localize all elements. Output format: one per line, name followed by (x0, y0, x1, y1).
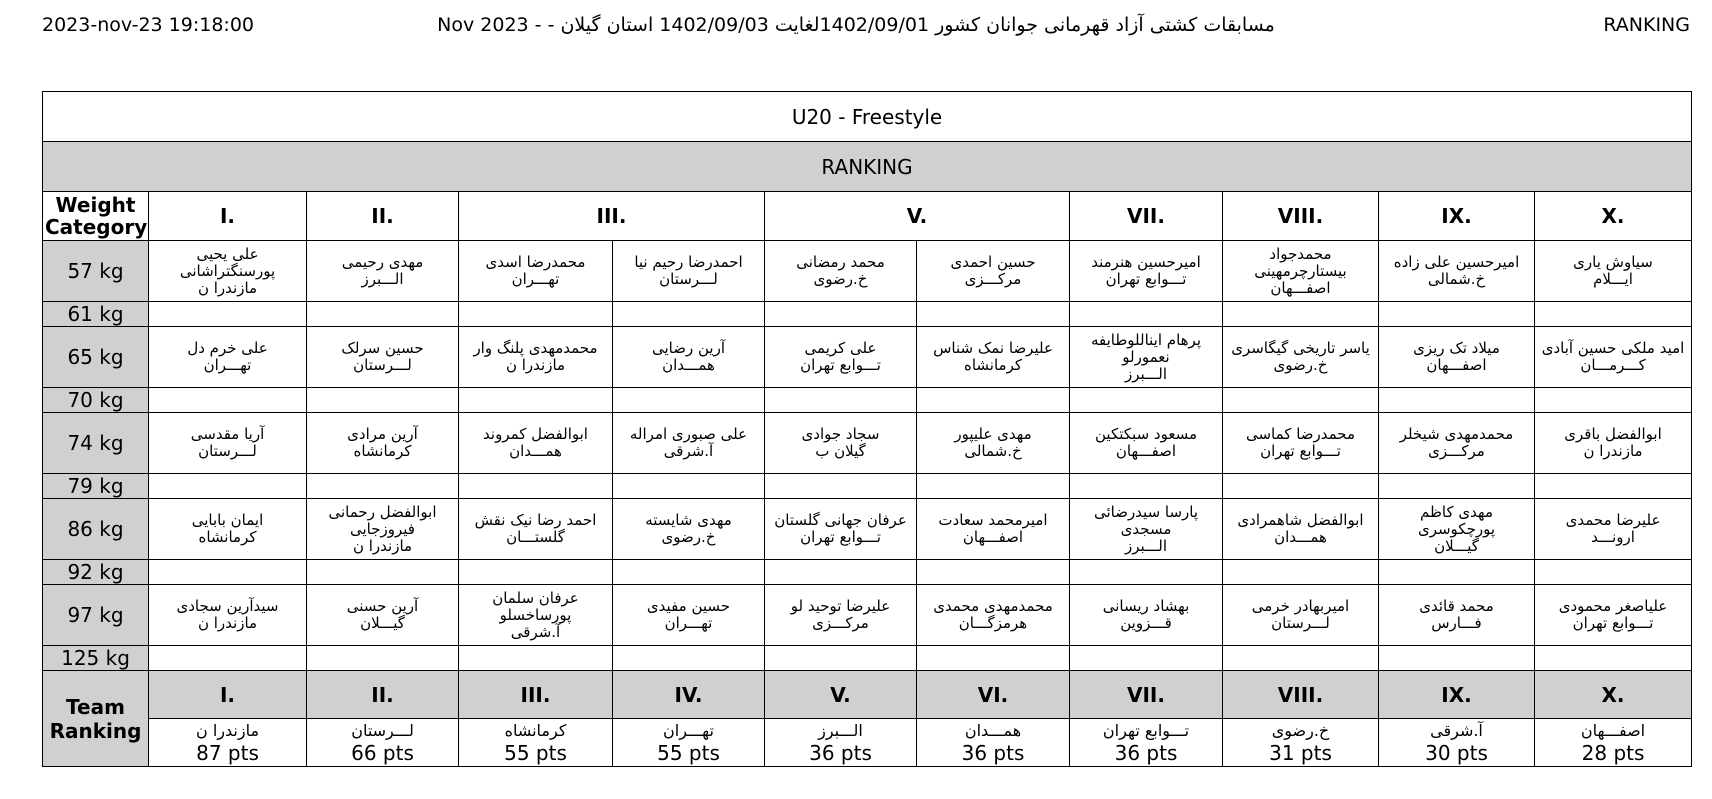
wrestler-name: سیدآرین سجادی (176, 597, 279, 615)
wrestler-club: لـــرستان (659, 270, 718, 288)
team-club: همـــدان (964, 720, 1022, 740)
team-points: 66 pts (351, 740, 414, 765)
wrestler-club: مازندرا ن (352, 536, 413, 555)
wrestler-club: هرمزگـــان (958, 614, 1028, 632)
team-club: تهـــران (663, 720, 714, 740)
wrestler-name: محمدمهدی محمدی (933, 597, 1053, 615)
wrestler-cell (613, 560, 765, 585)
wrestler-cell (1535, 474, 1692, 499)
wrestler-cell (149, 302, 307, 327)
wrestler-cell (613, 327, 765, 388)
weight-row (43, 560, 1692, 585)
wrestler-cell (765, 474, 917, 499)
wrestler-cell (613, 241, 765, 302)
team-points: 30 pts (1425, 740, 1488, 765)
team-club: خ.رضوی (1271, 720, 1330, 740)
wrestler-name: علیرضا محمدی (1565, 511, 1661, 529)
wrestler-name: سیاوش یاری (1573, 253, 1653, 271)
wrestler-cell (459, 241, 613, 302)
wrestler-club: قـــزوین (1120, 614, 1172, 632)
wrestler-name: احمدرضا رحیم نیا (634, 253, 743, 271)
team-cell (1379, 719, 1535, 767)
wrestler-name: علی یحیی پورسنگتراشانی (179, 244, 276, 280)
weight-label: 125 kg (43, 646, 149, 671)
wrestler-club: کرمانشاه (353, 442, 412, 460)
wrestler-cell (459, 646, 613, 671)
wrestler-club: خ.رضوی (661, 528, 716, 546)
wrestler-cell (765, 327, 917, 388)
wrestler-club: خ.رضوی (813, 270, 868, 288)
team-points: 36 pts (1114, 740, 1178, 765)
wrestler-club: خ.شمالی (964, 442, 1022, 460)
wrestler-club: کرمانشاه (963, 356, 1022, 374)
team-place-header: V. (765, 671, 917, 719)
wrestler-club: لـــرستان (198, 442, 257, 460)
wrestler-cell (917, 585, 1070, 646)
wrestler-name: آرین مرادی (347, 425, 418, 443)
wrestler-cell (1070, 327, 1223, 388)
wrestler-club: همـــدان (509, 442, 562, 460)
wrestler-name: محمدمهدی پلنگ وار (473, 339, 598, 357)
wrestler-cell (917, 241, 1070, 302)
wrestler-club: اصفـــهان (962, 528, 1024, 546)
wrestler-name: امیرحسین هنرمند (1091, 253, 1201, 271)
wrestler-name: امیربهادر خرمی (1251, 597, 1350, 615)
weight-row (43, 474, 1692, 499)
wrestler-club: ارونـــد (1591, 528, 1635, 546)
wrestler-cell (459, 560, 613, 585)
place-header: VIII. (1223, 192, 1379, 241)
team-place-header: II. (307, 671, 459, 719)
wrestler-name: میلاد تک ریزی (1413, 339, 1500, 357)
wrestler-cell (1223, 388, 1379, 413)
wrestler-cell (1223, 241, 1379, 302)
weight-label: 65 kg (43, 327, 149, 388)
weight-label: 86 kg (43, 499, 149, 560)
wrestler-cell (917, 413, 1070, 474)
wrestler-cell (1535, 302, 1692, 327)
wrestler-cell (1379, 302, 1535, 327)
wrestler-cell (307, 474, 459, 499)
wrestler-cell (1379, 499, 1535, 560)
wrestler-cell (1535, 413, 1692, 474)
wrestler-club: کرمانشاه (198, 528, 257, 546)
wrestler-club: تـــوابع تهران (1105, 270, 1187, 288)
wrestler-cell (459, 413, 613, 474)
wrestler-cell (459, 302, 613, 327)
wrestler-cell (1379, 646, 1535, 671)
wrestler-cell (1223, 302, 1379, 327)
wrestler-cell (149, 474, 307, 499)
wrestler-club: تهـــران (664, 614, 713, 632)
wrestler-cell (1070, 474, 1223, 499)
team-cell (765, 719, 917, 767)
wrestler-cell (307, 585, 459, 646)
wrestler-name: عرفان جهانی گلستان (774, 511, 907, 529)
team-cell (1223, 719, 1379, 767)
wrestler-cell (307, 499, 459, 560)
wrestler-name: محمد قائدی (1419, 597, 1494, 615)
wrestler-cell (1223, 646, 1379, 671)
wrestler-club: گیـــلان (1434, 536, 1479, 555)
team-place-header: III. (459, 671, 613, 719)
wrestler-cell (1379, 327, 1535, 388)
weight-category-header: Weight Category (43, 192, 149, 241)
team-points: 55 pts (657, 740, 720, 765)
wrestler-club: آ.شرقی (510, 622, 561, 641)
wrestler-cell (459, 474, 613, 499)
wrestler-name: مهدی علیپور (954, 425, 1032, 443)
team-points: 28 pts (1581, 740, 1645, 765)
wrestler-name: ابوالفضل شاهمرادی (1237, 511, 1364, 529)
wrestler-name: امیرحسین علی زاده (1393, 253, 1520, 271)
wrestler-cell (307, 560, 459, 585)
wrestler-name: محمدجواد بیستارچرمهینی (1254, 244, 1347, 280)
wrestler-club: اصفـــهان (1426, 356, 1487, 374)
wrestler-cell (1223, 413, 1379, 474)
place-header-row (43, 192, 1692, 241)
wrestler-cell (613, 302, 765, 327)
wrestler-cell (1070, 585, 1223, 646)
wrestler-club: مرکـــزی (1428, 442, 1485, 460)
wrestler-name: علی صبوری امراله (629, 425, 748, 443)
wrestler-cell (149, 585, 307, 646)
team-points: 36 pts (961, 740, 1025, 765)
wrestler-club: فـــارس (1431, 614, 1482, 632)
wrestler-cell (1070, 646, 1223, 671)
wrestler-name: ابوالفضل کمروند (483, 425, 588, 443)
wrestler-club: همـــدان (1274, 528, 1327, 546)
wrestler-cell (307, 388, 459, 413)
wrestler-name: یاسر تاریخی گیگاسری (1231, 339, 1370, 357)
wrestler-cell (1223, 499, 1379, 560)
team-points: 36 pts (809, 740, 872, 765)
team-cell (613, 719, 765, 767)
weight-row (43, 241, 1692, 302)
wrestler-cell (1535, 560, 1692, 585)
wrestler-name: پارسا سیدرضائی مسجدی (1093, 502, 1199, 538)
wrestler-cell (613, 388, 765, 413)
team-place-header: VI. (917, 671, 1070, 719)
weight-row (43, 388, 1692, 413)
team-cell (1070, 719, 1223, 767)
wrestler-name: مهدی شایسته (645, 511, 732, 529)
wrestler-name: ایمان بابایی (191, 511, 264, 529)
wrestler-cell (1070, 241, 1223, 302)
wrestler-name: مهدی رحیمی (341, 253, 424, 271)
wrestler-cell (765, 388, 917, 413)
ranking-table (42, 91, 1692, 767)
wrestler-club: مازندرا ن (197, 278, 258, 297)
team-cell (459, 719, 613, 767)
wrestler-name: مسعود سبکتکین (1095, 425, 1197, 443)
wrestler-cell (613, 646, 765, 671)
wrestler-name: حسین مفیدی (646, 597, 731, 615)
wrestler-cell (149, 646, 307, 671)
wrestler-cell (765, 302, 917, 327)
team-place-header: VII. (1070, 671, 1223, 719)
wrestler-cell (613, 413, 765, 474)
weight-row (43, 327, 1692, 388)
wrestler-cell (613, 474, 765, 499)
wrestler-club: مرکـــزی (812, 614, 869, 632)
weight-label: 97 kg (43, 585, 149, 646)
wrestler-club: خ.رضوی (1273, 356, 1328, 374)
wrestler-cell (765, 646, 917, 671)
wrestler-name: ابوالفضل باقری (1564, 425, 1662, 443)
wrestler-cell (917, 327, 1070, 388)
wrestler-club: لـــرستان (1271, 614, 1330, 632)
wrestler-club: تـــوابع تهران (800, 356, 881, 374)
wrestler-cell (1535, 585, 1692, 646)
wrestler-cell (149, 560, 307, 585)
wrestler-cell (149, 499, 307, 560)
wrestler-name: آرین حسنی (346, 597, 419, 615)
team-points: 87 pts (196, 740, 259, 765)
wrestler-club: تهـــران (203, 356, 252, 374)
wrestler-cell (917, 646, 1070, 671)
wrestler-cell (765, 499, 917, 560)
weight-row (43, 499, 1692, 560)
team-place-header: X. (1535, 671, 1692, 719)
weight-row (43, 302, 1692, 327)
table-subtitle: RANKING (43, 142, 1692, 192)
wrestler-name: علیرضا توحید لو (790, 597, 891, 615)
wrestler-name: محمدرضا اسدی (485, 253, 586, 271)
team-ranking-label: Team Ranking (43, 671, 149, 767)
wrestler-club: گلستـــان (506, 528, 565, 546)
wrestler-cell (459, 327, 613, 388)
wrestler-cell (1535, 388, 1692, 413)
wrestler-club: اصفـــهان (1270, 278, 1331, 297)
wrestler-name: محمدمهدی شیخلر (1399, 425, 1514, 443)
wrestler-club: کـــرمـــان (1580, 356, 1646, 374)
wrestler-cell (1535, 241, 1692, 302)
weight-label: 61 kg (43, 302, 149, 327)
wrestler-club: گیلان ب (815, 442, 866, 460)
wrestler-cell (613, 499, 765, 560)
wrestler-cell (149, 388, 307, 413)
wrestler-name: علی خرم دل (187, 339, 268, 357)
wrestler-club: همـــدان (662, 356, 715, 374)
wrestler-cell (1070, 499, 1223, 560)
wrestler-cell (1223, 327, 1379, 388)
wrestler-cell (765, 585, 917, 646)
team-club: مازندرا ن (195, 720, 260, 740)
wrestler-cell (307, 327, 459, 388)
wrestler-club: الـــبرز (1125, 536, 1167, 555)
team-place-header: I. (149, 671, 307, 719)
team-cell (917, 719, 1070, 767)
wrestler-name: آریا مقدسی (190, 425, 265, 443)
wrestler-name: پرهام ایناللوطایفه نعمورلو (1090, 330, 1202, 366)
team-club: اصفـــهان (1580, 720, 1646, 740)
wrestler-cell (917, 302, 1070, 327)
wrestler-club: مازندرا ن (505, 356, 566, 374)
place-header: IX. (1379, 192, 1535, 241)
wrestler-name: علیرضا نمک شناس (933, 339, 1053, 357)
wrestler-name: حسین احمدی (950, 253, 1036, 271)
wrestler-name: بهشاد ریسانی (1102, 597, 1190, 615)
wrestler-club: مازندرا ن (1583, 442, 1643, 460)
weight-label: 92 kg (43, 560, 149, 585)
wrestler-club: تـــوابع تهران (800, 528, 881, 546)
wrestler-cell (917, 560, 1070, 585)
wrestler-name: امیرمحمد سعادت (938, 511, 1048, 529)
team-place-header: IX. (1379, 671, 1535, 719)
team-club: الـــبرز (818, 720, 863, 740)
wrestler-name: محمد رمضانی (796, 253, 885, 271)
weight-row (43, 413, 1692, 474)
wrestler-club: تهـــران (511, 270, 560, 288)
wrestler-club: ایـــلام (1593, 270, 1633, 288)
wrestler-cell (459, 585, 613, 646)
wrestler-club: مرکـــزی (964, 270, 1022, 288)
wrestler-name: آرین رضایی (651, 339, 725, 357)
wrestler-cell (1223, 474, 1379, 499)
wrestler-cell (917, 474, 1070, 499)
wrestler-name: ابوالفضل رحمانی فیروزجایی (328, 502, 437, 538)
weight-row (43, 646, 1692, 671)
wrestler-cell (307, 302, 459, 327)
place-header: I. (149, 192, 307, 241)
team-place-header: IV. (613, 671, 765, 719)
team-points: 31 pts (1269, 740, 1332, 765)
wrestler-cell (765, 413, 917, 474)
table-title: U20 - Freestyle (43, 92, 1692, 142)
wrestler-cell (149, 413, 307, 474)
wrestler-cell (1535, 646, 1692, 671)
wrestler-cell (1379, 413, 1535, 474)
wrestler-cell (1379, 241, 1535, 302)
place-header: II. (307, 192, 459, 241)
wrestler-cell (307, 646, 459, 671)
wrestler-cell (1070, 413, 1223, 474)
wrestler-club: لـــرستان (353, 356, 412, 374)
wrestler-cell (1379, 474, 1535, 499)
wrestler-club: تـــوابع تهران (1260, 442, 1341, 460)
wrestler-club: خ.شمالی (1427, 270, 1486, 288)
wrestler-cell (459, 388, 613, 413)
team-header-row (43, 671, 1692, 719)
weight-label: 57 kg (43, 241, 149, 302)
event-title: Nov 2023 - - مسابقات کشتی آزاد قهرمانی جوانان کشور 1402/09/01لغایت 1402/09/03 استان گیلان (437, 14, 1275, 36)
wrestler-name: علی کریمی (804, 339, 877, 357)
place-header: V. (765, 192, 1070, 241)
report-type: RANKING (1603, 14, 1690, 36)
wrestler-cell (1379, 560, 1535, 585)
wrestler-cell (917, 499, 1070, 560)
wrestler-cell (1070, 388, 1223, 413)
wrestler-name: حسین سرلک (341, 339, 424, 357)
wrestler-club: اصفـــهان (1115, 442, 1177, 460)
wrestler-club: گیـــلان (360, 614, 405, 632)
wrestler-cell (1379, 388, 1535, 413)
wrestler-cell (1070, 560, 1223, 585)
wrestler-cell (307, 413, 459, 474)
wrestler-cell (765, 560, 917, 585)
team-cell (149, 719, 307, 767)
team-row (43, 719, 1692, 767)
wrestler-name: احمد رضا نیک نقش (474, 511, 597, 529)
weight-label: 74 kg (43, 413, 149, 474)
wrestler-cell (1535, 499, 1692, 560)
wrestler-cell (613, 585, 765, 646)
team-place-header: VIII. (1223, 671, 1379, 719)
wrestler-club: تـــوابع تهران (1572, 614, 1654, 632)
wrestler-club: الـــبرز (1125, 364, 1167, 383)
weight-label: 70 kg (43, 388, 149, 413)
wrestler-club: آ.شرقی (663, 442, 714, 460)
wrestler-cell (1535, 327, 1692, 388)
report-timestamp: 2023-nov-23 19:18:00 (42, 14, 255, 36)
wrestler-cell (765, 241, 917, 302)
wrestler-name: مهدی کاظم پورچکوسری (1417, 502, 1496, 538)
wrestler-cell (459, 499, 613, 560)
wrestler-cell (1070, 302, 1223, 327)
weight-row (43, 585, 1692, 646)
weight-label: 79 kg (43, 474, 149, 499)
wrestler-name: امید ملکی حسین آبادی (1541, 339, 1685, 357)
place-header: III. (459, 192, 765, 241)
wrestler-club: الـــبرز (361, 270, 404, 288)
wrestler-cell (1223, 585, 1379, 646)
wrestler-cell (1379, 585, 1535, 646)
wrestler-name: محمدرضا کماسی (1245, 425, 1356, 443)
team-club: آ.شرقی (1430, 720, 1483, 740)
wrestler-cell (1223, 560, 1379, 585)
wrestler-name: سجاد جوادی (801, 425, 880, 443)
wrestler-name: علیاصغر محمودی (1558, 597, 1668, 615)
team-club: کرمانشاه (504, 720, 567, 740)
wrestler-club: مازندرا ن (197, 614, 258, 632)
team-cell (1535, 719, 1692, 767)
place-header: X. (1535, 192, 1692, 241)
wrestler-name: عرفان سلمان پورساخسلو (492, 588, 579, 624)
wrestler-cell (307, 241, 459, 302)
wrestler-cell (917, 388, 1070, 413)
wrestler-cell (149, 241, 307, 302)
wrestler-cell (149, 327, 307, 388)
team-club: لـــرستان (351, 720, 414, 740)
place-header: VII. (1070, 192, 1223, 241)
team-points: 55 pts (504, 740, 567, 765)
team-club: تـــوابع تهران (1102, 720, 1190, 740)
team-cell (307, 719, 459, 767)
